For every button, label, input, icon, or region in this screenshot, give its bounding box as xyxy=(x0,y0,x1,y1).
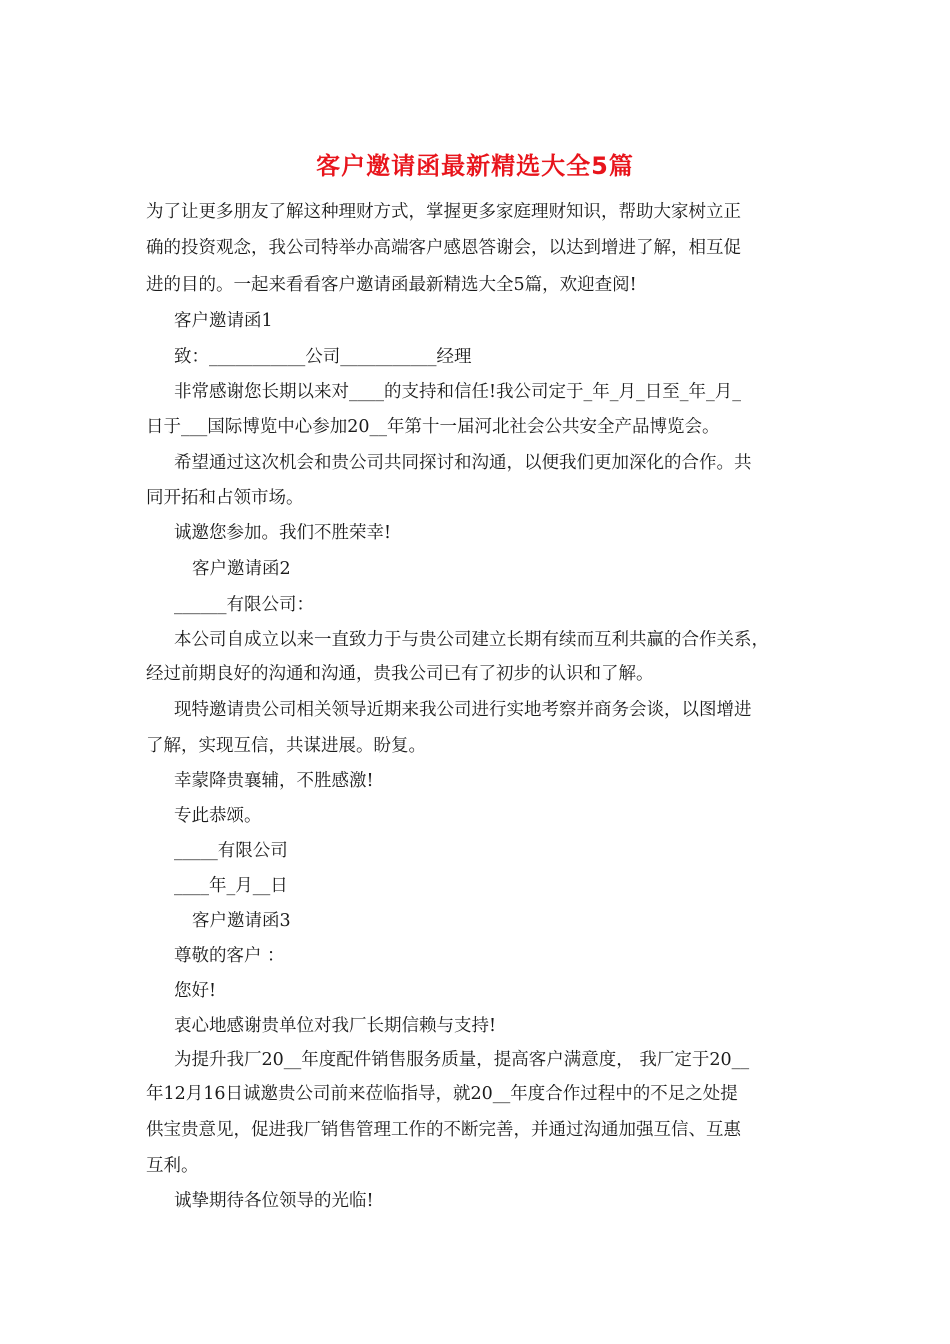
letter3-recipient: 尊敬的客户 ： xyxy=(174,946,285,966)
letter1-paragraph-line: 希望通过这次机会和贵公司共同探讨和沟通，以便我们更加深化的合作。共 xyxy=(174,453,752,473)
letter1-paragraph-line: 非常感谢您长期以来对____的支持和信任!我公司定于_年_月_日至_年_月_ xyxy=(174,382,742,402)
letter1-closing: 诚邀您参加。我们不胜荣幸! xyxy=(174,523,392,543)
letter2-paragraph-line: 本公司自成立以来一直致力于与贵公司建立长期有续而互利共赢的合作关系， xyxy=(174,630,769,650)
intro-line: 确的投资观念，我公司特举办高端客户感恩答谢会，以达到增进了解，相互促 xyxy=(146,238,741,258)
letter3-heading: 客户邀请函3 xyxy=(192,911,291,931)
letter1-paragraph-line: 同开拓和占领市场。 xyxy=(146,488,304,508)
letter2-paragraph-line: 现特邀请贵公司相关领导近期来我公司进行实地考察并商务会谈，以图增进 xyxy=(174,700,752,720)
letter3-paragraph-line: 供宝贵意见，促进我厂销售管理工作的不断完善，并通过沟通加强互信、互惠 xyxy=(146,1120,741,1140)
letter2-date: ____年_月__日 xyxy=(174,876,288,896)
letter3-paragraph: 衷心地感谢贵单位对我厂长期信赖与支持! xyxy=(174,1016,497,1036)
letter2-paragraph: 专此恭颂。 xyxy=(174,806,262,826)
document-title: 客户邀请函最新精选大全5篇 xyxy=(316,152,634,180)
letter3-paragraph-line: 为提升我厂20__年度配件销售服务质量，提高客户满意度， 我厂定于20__ xyxy=(174,1050,750,1070)
letter2-paragraph-line: 了解，实现互信，共谋进展。盼复。 xyxy=(146,736,426,756)
letter3-paragraph-line: 年12月16日诚邀贵公司前来莅临指导，就20__年度合作过程中的不足之处提 xyxy=(146,1084,738,1104)
letter2-recipient: ______有限公司： xyxy=(174,595,314,615)
intro-line: 为了让更多朋友了解这种理财方式，掌握更多家庭理财知识，帮助大家树立正 xyxy=(146,202,741,222)
letter3-closing: 诚挚期待各位领导的光临! xyxy=(174,1191,374,1211)
intro-line: 进的目的。一起来看看客户邀请函最新精选大全5篇，欢迎查阅! xyxy=(146,275,637,295)
letter2-paragraph-line: 经过前期良好的沟通和沟通，贵我公司已有了初步的认识和了解。 xyxy=(146,664,654,684)
letter3-greeting: 您好! xyxy=(174,981,217,1001)
letter2-paragraph: 幸蒙降贵襄辅，不胜感激! xyxy=(174,771,374,791)
letter3-paragraph-line: 互利。 xyxy=(146,1156,199,1176)
letter2-signature: _____有限公司 xyxy=(174,841,288,861)
letter1-paragraph-line: 日于___国际博览中心参加20__年第十一届河北社会公共安全产品博览会。 xyxy=(146,417,720,437)
letter1-heading: 客户邀请函1 xyxy=(174,311,273,331)
letter1-recipient: 致：___________公司___________经理 xyxy=(174,347,472,367)
letter2-heading: 客户邀请函2 xyxy=(192,559,291,579)
